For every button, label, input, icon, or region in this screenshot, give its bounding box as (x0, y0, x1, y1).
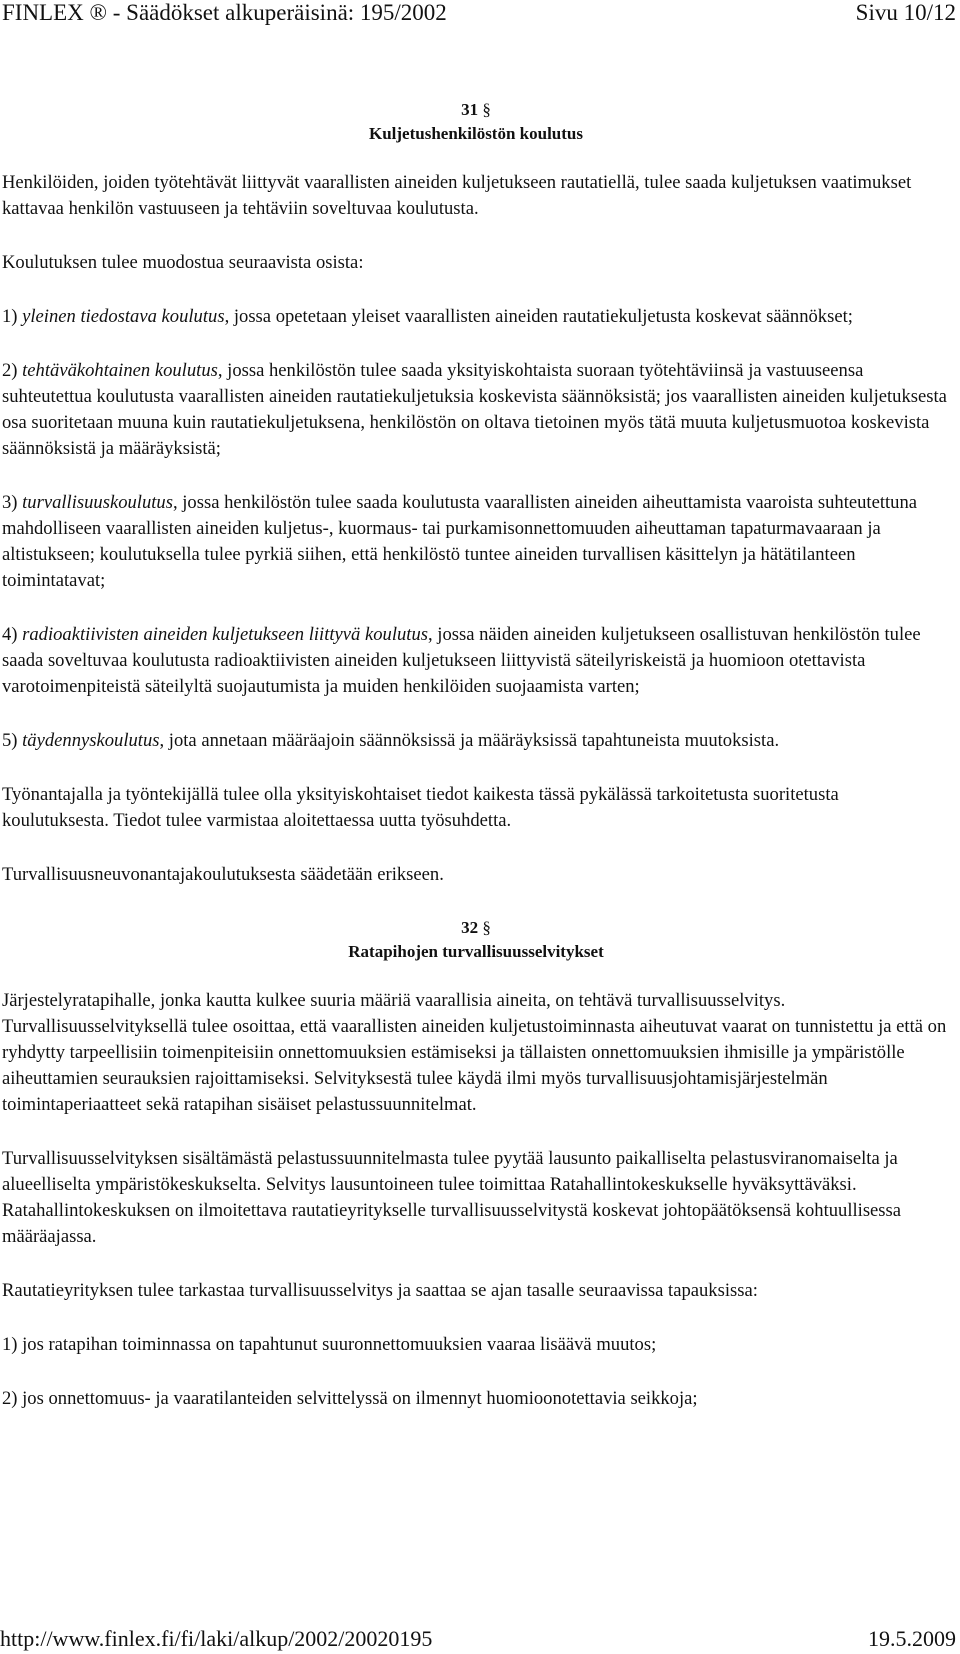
list-item: 2) jos onnettomuus- ja vaaratilanteiden selvittelyssä on ilmennyt huomioonotettavia seikkoja; (2, 1388, 698, 1409)
section-number: 32 § (461, 918, 491, 937)
header-title: FINLEX ® - Säädökset alkuperäisinä: 195/2002 (2, 0, 447, 25)
item-term: yleinen tiedostava koulutus (22, 306, 225, 327)
paragraph: Koulutuksen tulee muodostua seuraavista osista: (2, 252, 364, 273)
document-body (2, 98, 950, 1440)
section-31-heading (2, 98, 950, 146)
print-date: 19.5.2009 (868, 1626, 956, 1651)
list-item: 4) radioaktiivisten aineiden kuljetukseen liittyvä koulutus, jossa näiden aineiden kuljetukseen osallistuvan henkilöstön tulee saada soveltuvaa koulutusta radioaktiivisten aineiden kuljetukseen liittyvistä säteilyriskeistä ja huomioon otettavista varotoimenpiteistä säteilyltä suojautumista ja muiden henkilöiden suojaamista varten; (2, 624, 921, 697)
paragraph: Rautatieyrityksen tulee tarkastaa turvallisuusselvitys ja saattaa se ajan tasalle seuraavissa tapauksissa: (2, 1280, 758, 1301)
paragraph: Turvallisuusselvityksen sisältämästä pelastussuunnitelmasta tulee pyytää lausunto paikalliselta pelastusviranomaiselta ja alueelliselta ympäristökeskukselta. Selvitys lausuntoineen tulee toimittaa Ratahallintokeskukselle hyväksyttäväksi. Ratahallintokeskuksen on ilmoitettava rautatieyritykselle turvallisuusselvitystä koskevat johtopäätöksensä kohtuullisessa määräajassa. (2, 1148, 902, 1247)
paragraph: Järjestelyratapihalle, jonka kautta kulkee suuria määriä vaarallisia aineita, on tehtävä turvallisuusselvitys. Turvallisuusselvityksellä tulee osoittaa, että vaarallisten aineiden kuljetustoiminnasta aiheutuvat vaarat on tunnistettu ja että on ryhdytty tarpeellisiin toimenpiteisiin onnettomuuksien estämiseksi ja tällaisten onnettomuuksien ihmisille ja ympäristölle aiheuttamien seurauksien rajoittamiseksi. Selvityksestä tulee käydä ilmi myös turvallisuusjohtamisjärjestelmän toimintaperiaatteet sekä ratapihan sisäiset pelastussuunnitelmat. (2, 990, 947, 1115)
paragraph: Henkilöiden, joiden työtehtävät liittyvät vaarallisten aineiden kuljetukseen rautatiellä, tulee saada kuljetuksen vaatimukset kattavaa henkilön vastuuseen ja tehtäviin soveltuvaa koulutusta. (2, 172, 912, 219)
item-term: turvallisuuskoulutus (22, 492, 173, 513)
section-title: Kuljetushenkilöstön koulutus (369, 124, 583, 143)
section-number: 31 § (461, 100, 491, 119)
page-footer (0, 1624, 960, 1654)
source-url-link[interactable]: http://www.finlex.fi/fi/laki/alkup/2002/20020195 (0, 1626, 433, 1651)
list-item: 5) täydennyskoulutus, jota annetaan määräajoin säännöksissä ja määräyksissä tapahtuneista muutoksista. (2, 730, 780, 751)
section-32-heading (2, 916, 950, 964)
item-term: radioaktiivisten aineiden kuljetukseen liittyvä koulutus (22, 624, 428, 645)
list-item: 1) yleinen tiedostava koulutus, jossa opetetaan yleiset vaarallisten aineiden rautatiekuljetusta koskevat säännökset; (2, 306, 853, 327)
list-item: 3) turvallisuuskoulutus, jossa henkilöstön tulee saada koulutusta vaarallisten aineiden aiheuttamista vaaroista suhteutettuna mahdolliseen vaarallisten aineiden kuljetus-, kuormaus- tai purkamisonnettomuuden aiheuttaman tapaturmavaaraan ja altistukseen; koulutuksella tulee pyrkiä siihen, että henkilöstö tuntee aineiden turvallisen käsittelyn ja hätätilanteen toimintatavat; (2, 492, 918, 591)
item-term: täydennyskoulutus (22, 730, 160, 751)
page-header (0, 0, 960, 30)
page-number: Sivu 10/12 (855, 0, 956, 25)
paragraph: Turvallisuusneuvonantajakoulutuksesta säädetään erikseen. (2, 864, 444, 885)
paragraph: Työnantajalla ja työntekijällä tulee olla yksityiskohtaiset tiedot kaikesta tässä pykälässä tarkoitetusta suoritetusta koulutuksesta. Tiedot tulee varmistaa aloitettaessa uutta työsuhdetta. (2, 784, 839, 831)
list-item: 1) jos ratapihan toiminnassa on tapahtunut suuronnettomuuksien vaaraa lisäävä muutos; (2, 1334, 657, 1355)
list-item: 2) tehtäväkohtainen koulutus, jossa henkilöstön tulee saada yksityiskohtaista suoraan työtehtäviinsä ja vastuuseensa suhteutettua koulutusta vaarallisten aineiden rautatiekuljetuksia koskevista säännöksistä; jos vaarallisten aineiden kuljetuksesta osa suoritetaan muuna kuin rautatiekuljetuksena, henkilöstön on oltava tietoinen myös tätä muuta kuljetusmuotoa koskevista säännöksistä ja määräyksistä; (2, 360, 947, 459)
item-term: tehtäväkohtainen koulutus (22, 360, 218, 381)
section-title: Ratapihojen turvallisuusselvitykset (348, 942, 604, 961)
